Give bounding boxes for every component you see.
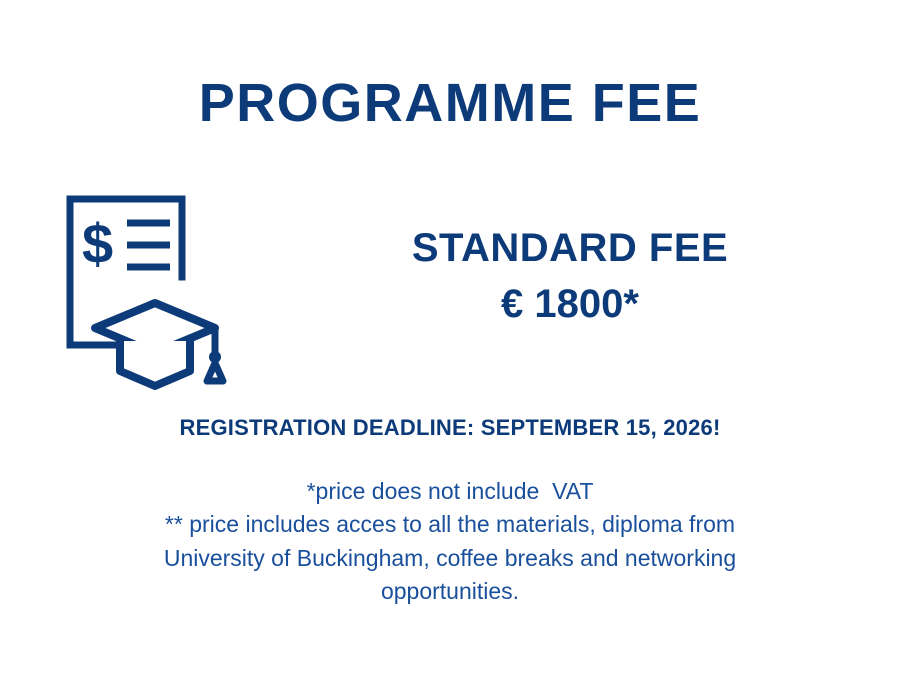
registration-deadline: REGISTRATION DEADLINE: SEPTEMBER 15, 2026! xyxy=(179,415,721,440)
page-title: PROGRAMME FEE xyxy=(198,73,702,133)
footnote-line: University of Buckingham, coffee breaks and networking xyxy=(163,544,737,571)
footnote-line: ** price includes acces to all the materials, diploma from xyxy=(164,511,736,538)
footnotes xyxy=(40,475,860,608)
svg-text:$: $ xyxy=(82,212,114,275)
fee-block xyxy=(280,225,860,327)
fee-label: STANDARD FEE xyxy=(411,226,729,270)
footnote-line: opportunities. xyxy=(380,578,520,605)
fee-amount: € 1800* xyxy=(501,282,639,326)
footnote-line: *price does not include VAT xyxy=(306,478,594,504)
graduation-invoice-icon xyxy=(52,185,267,390)
